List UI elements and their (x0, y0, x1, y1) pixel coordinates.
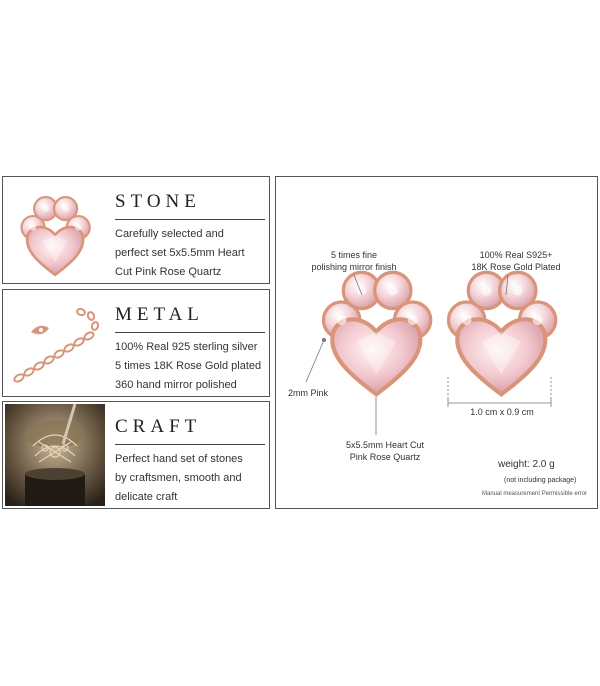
metal-description (115, 338, 267, 395)
polish-annotation (304, 249, 404, 273)
craft-line-3: delicate craft (115, 491, 178, 503)
filigree-ring-closeup-icon (5, 404, 105, 506)
stone-annotation (330, 439, 440, 463)
metal-line-1: 100% Real 925 sterling silver (115, 341, 258, 353)
stone-line-1: Carefully selected and (115, 228, 224, 240)
stone-description (115, 225, 267, 282)
material-line-1: 100% Real S925+ (479, 250, 553, 260)
stone-ann-line-2: Pink Rose Quartz (349, 452, 421, 462)
craft-title: CRAFT (115, 416, 202, 437)
measurement-note: Manual measurement Permissible error (482, 491, 588, 497)
paw-stud-earring-icon (5, 179, 105, 281)
material-line-2: 18K Rose Gold Plated (471, 262, 561, 272)
metal-panel (2, 289, 270, 397)
pink-annotation: 2mm Pink (288, 388, 329, 398)
metal-title: METAL (115, 304, 204, 325)
metal-line-3: 360 hand mirror polished (115, 379, 237, 391)
polish-line-2: polishing mirror finish (311, 262, 397, 272)
stone-panel (2, 176, 270, 284)
size-annotation: 1.0 cm x 0.9 cm (470, 407, 534, 417)
craft-line-1: Perfect hand set of stones (115, 453, 243, 465)
stone-line-2: perfect set 5x5.5mm Heart (115, 247, 245, 259)
metal-line-2: 5 times 18K Rose Gold plated (115, 360, 262, 372)
metal-title-underline (115, 332, 265, 333)
craft-panel (2, 401, 270, 509)
craft-description (115, 450, 267, 507)
polish-line-1: 5 times fine (330, 250, 378, 260)
stone-line-3: Cut Pink Rose Quartz (115, 266, 222, 278)
stone-title: STONE (115, 191, 201, 212)
material-annotation (466, 249, 566, 273)
craft-title-underline (115, 444, 265, 445)
rose-gold-chain-icon (5, 292, 105, 394)
stone-ann-line-1: 5x5.5mm Heart Cut (345, 440, 425, 450)
stone-title-underline (115, 219, 265, 220)
product-detail-panel (275, 176, 598, 509)
package-note: (not including package) (504, 477, 577, 484)
craft-line-2: by craftsmen, smooth and (115, 472, 242, 484)
weight-label: weight: 2.0 g (498, 459, 555, 470)
